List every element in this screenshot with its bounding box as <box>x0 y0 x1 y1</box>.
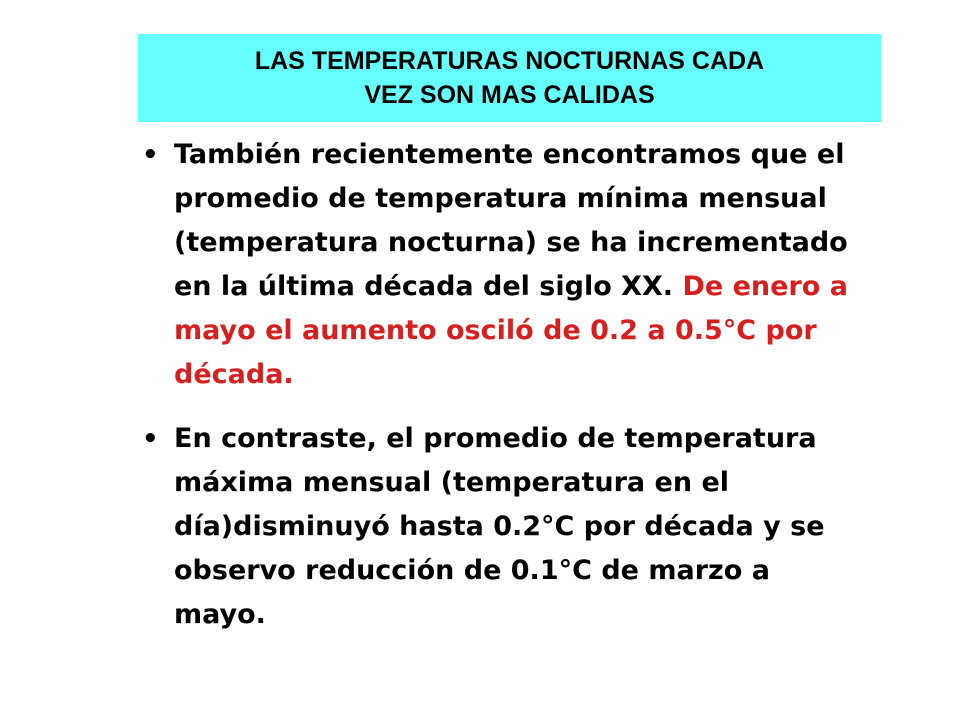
bullet-1-text: También recientemente encontramos que el promedio de temperatura mínima mensual (temperatura nocturna) se ha incrementado en la última década del siglo XX. <box>174 139 848 302</box>
bullet-item-2 <box>140 417 860 637</box>
slide-title: LAS TEMPERATURAS NOCTURNAS CADA VEZ SON MAS CALIDAS <box>254 47 765 109</box>
bullet-dot-icon: • <box>142 424 159 454</box>
bullet-list <box>140 133 860 657</box>
bullet-2-text: En contraste, el promedio de temperatura máxima mensual (temperatura en el día)disminuyó hasta 0.2°C por década y se observo reducción de 0.1°C de marzo a mayo. <box>174 423 825 630</box>
bullet-dot-icon: • <box>142 140 159 170</box>
bullet-item-1 <box>140 133 860 397</box>
title-banner <box>138 34 881 122</box>
bullet-1-highlight: De enero a mayo el aumento osciló de 0.2 a 0.5°C por década. <box>174 271 848 390</box>
